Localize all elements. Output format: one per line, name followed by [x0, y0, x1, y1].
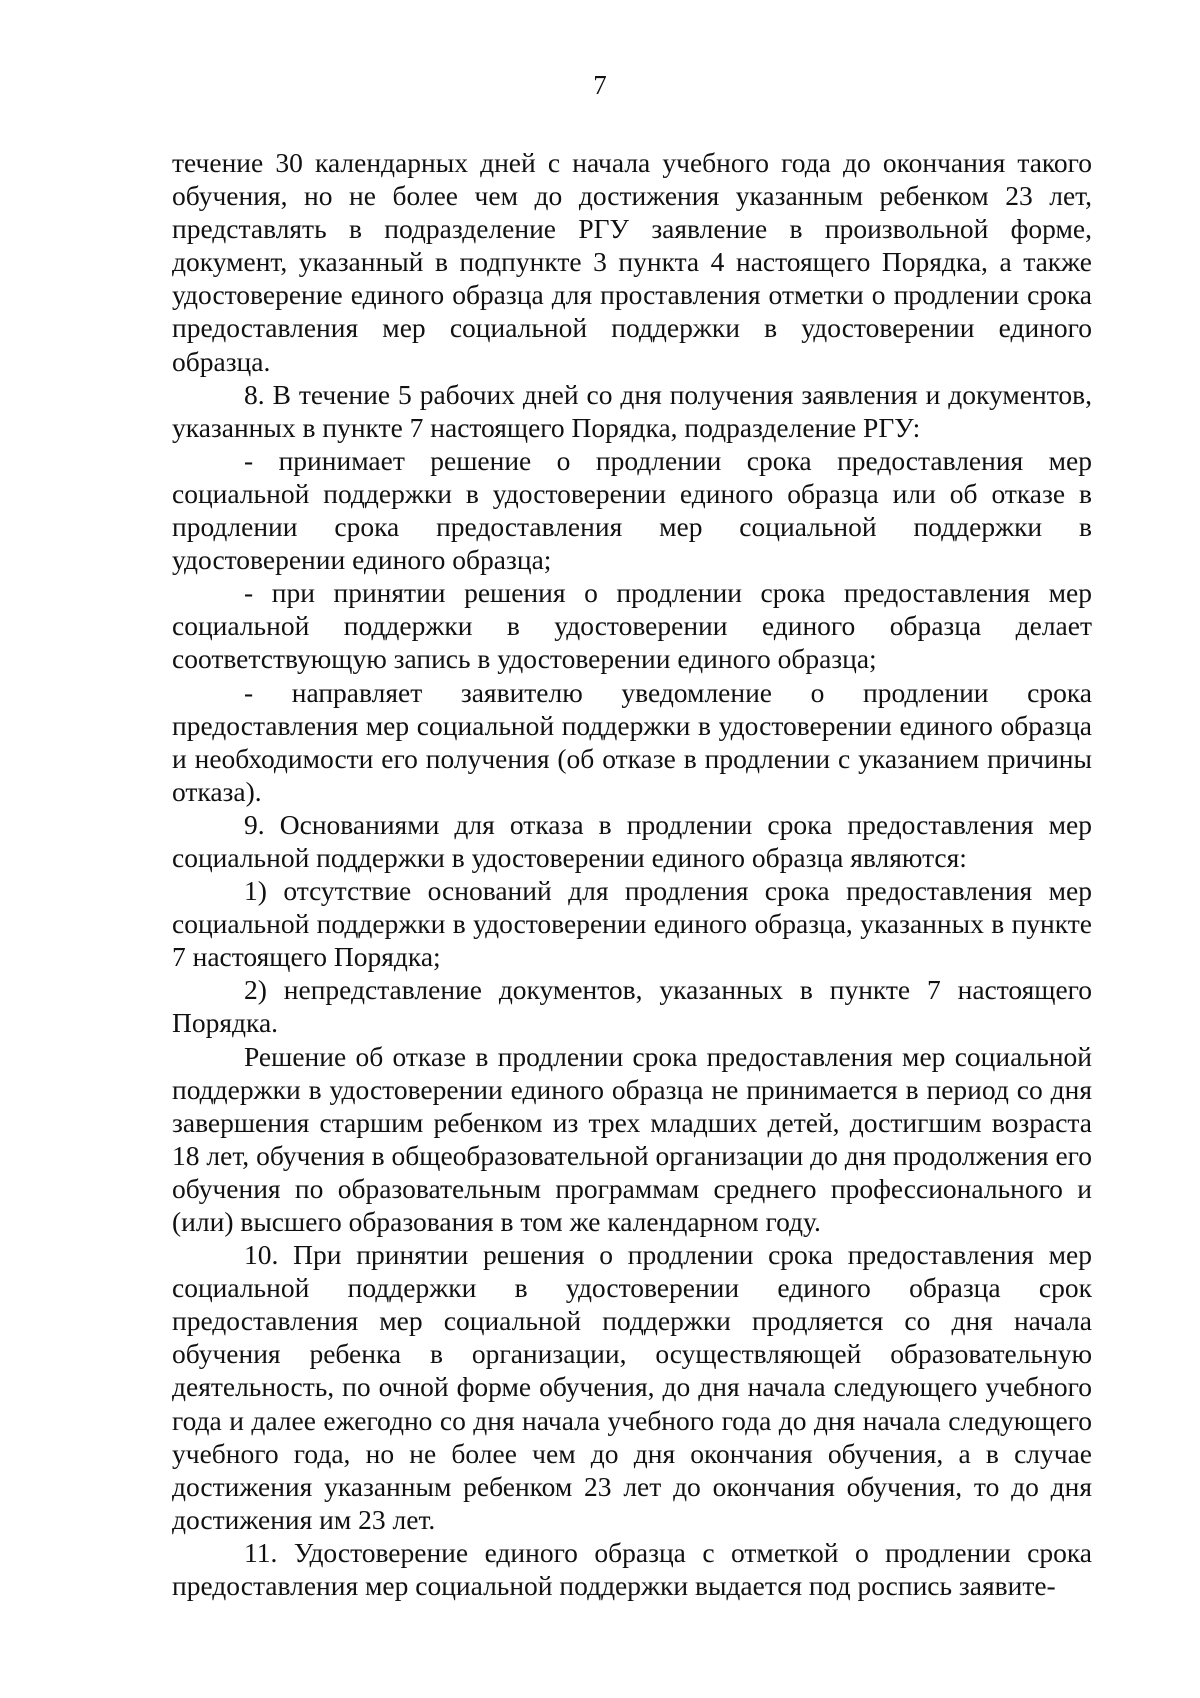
- paragraph-item-8-bullet-1: - принимает решение о продлении срока предоставления мер социальной поддержки в удостоверении единого образца или об отказе в продлении срока предоставления мер социальной поддержки в удостоверении единого образца;: [172, 444, 1092, 576]
- paragraph-item-9-sub-2: 2) непредставление документов, указанных в пункте 7 настоящего Порядка.: [172, 974, 1092, 1039]
- paragraph-item-8: 8. В течение 5 рабочих дней со дня получения заявления и документов, указанных в пункте 7 настоящего Порядка, подразделение РГУ:: [172, 378, 1092, 443]
- page-number: 7: [593, 70, 607, 100]
- paragraph-item-11: 11. Удостоверение единого образца с отметкой о продлении срока предоставления мер социальной поддержки выдается под роспись заявите-: [172, 1536, 1092, 1602]
- paragraph-item-8-bullet-2: - при принятии решения о продлении срока предоставления мер социальной поддержки в удостоверении единого образца делает соответствующую запись в удостоверении единого образца;: [172, 577, 1092, 675]
- paragraph-continuation: течение 30 календарных дней с начала учебного года до окончания такого обучения, но не более чем до достижения указанным ребенком 23 лет, представлять в подразделение РГУ заявление в произвольной форме, документ, указанный в подпункте 3 пункта 4 настоящего Порядка, а также удостоверение единого образца для проставления отметки о продлении срока предоставления мер социальной поддержки в удостоверении единого образца.: [172, 147, 1092, 377]
- paragraph-refusal-note: Решение об отказе в продлении срока предоставления мер социальной поддержки в удостоверении единого образца не принимается в период со дня завершения старшим ребенком из трех младших детей, достигшим возраста 18 лет, обучения в общеобразовательной организации до дня продолжения его обучения по образовательным программам среднего профессионального и (или) высшего образования в том же календарном году.: [172, 1040, 1092, 1237]
- paragraph-item-9-sub-1: 1) отсутствие оснований для продления срока предоставления мер социальной поддержки в удостоверении единого образца, указанных в пункте 7 настоящего Порядка;: [172, 875, 1092, 973]
- paragraph-item-10: 10. При принятии решения о продлении срока предоставления мер социальной поддержки в удостоверении единого образца срок предоставления мер социальной поддержки продляется со дня начала обучения ребенка в организации, осуществляющей образовательную деятельность, по очной форме обучения, до дня начала следующего учебного года и далее ежегодно со дня начала учебного года до дня начала следующего учебного года, но не более чем до дня окончания обучения, а в случае достижения указанным ребенком 23 лет до окончания обучения, то до дня достижения им 23 лет.: [172, 1239, 1092, 1535]
- paragraph-item-9: 9. Основаниями для отказа в продлении срока предоставления мер социальной поддержки в удостоверении единого образца являются:: [172, 808, 1092, 873]
- paragraph-item-8-bullet-3: - направляет заявителю уведомление о продлении срока предоставления мер социальной поддержки в удостоверении единого образца и необходимости его получения (об отказе в продлении с указанием причины отказа).: [172, 676, 1092, 807]
- document-body: [172, 146, 1092, 1602]
